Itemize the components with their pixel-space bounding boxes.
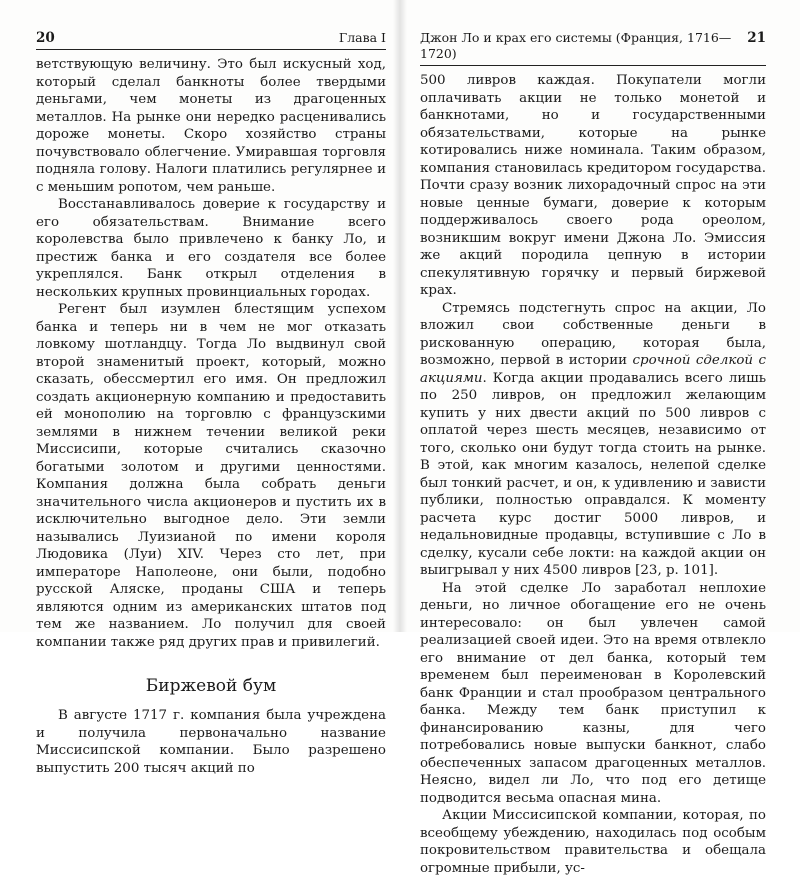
emphasized-term: срочной сделкой с акциями: [420, 353, 766, 386]
paragraph-text: . Когда акции продавались всего лишь по 250 ливров, он предложил желающим купить у них двести акций по 500 ливров с оплатой через шесть месяцев, независимо от того, сколько они будут тогда стоить на рынке. В этой, как многим казалось, нелепой сделке был тонкий расчет, и он, к удивлению и зависти публики, полностью оправдался. К моменту расчета курс достиг 5000 ливров, и недальновидные продавцы, вступившие с Ло в сделку, кусали себе локти: на каждой акции он выигрывал у них 4500 ливров [23, p. 101].: [420, 370, 766, 578]
paragraph: ветствующую величину. Это был искусный ход, который сделал банкноты более твердыми деньгами, чем монеты из драгоценных металлов. На рынке они нередко расценивались дороже монеты. Скоро хозяйство страны почувствовало облегчение. Умиравшая торговля подняла голову. Налоги платились регулярнее и с меньшим ропотом, чем раньше.: [36, 57, 386, 195]
left-page-header: [36, 30, 386, 50]
right-page-number: 21: [747, 30, 766, 46]
paragraph: Восстанавливалось доверие к государству и его обязательствам. Внимание всего королевства было привлечено к банку Ло, и престиж банка и его создателя все более укреплялся. Банк открыл отделения в нескольких крупных провинциальных городах.: [36, 197, 386, 300]
right-page-text: [420, 72, 766, 877]
paragraph: [420, 300, 766, 580]
left-page-text: [36, 56, 386, 777]
right-running-head: Джон Ло и крах его системы (Франция, 1716—1720): [420, 30, 732, 61]
paragraph-text: Стремясь подстегнуть спрос на акции, Ло вложил свои собственные деньги в рискованную операцию, которая была, возможно, первой в истории: [420, 300, 766, 368]
left-running-head: Глава I: [338, 30, 386, 45]
paragraph: На этой сделке Ло заработал неплохие деньги, но личное обогащение его не очень интересовало: он был увлечен самой реализацией своей идеи. Это на время отвлекло его внимание от дел банка, который тем временем был переименован в Королевский банк Франции и стал прообразом центрального банка. Между тем банк приступил к финансированию казны, для чего потребовались новые выпуски банкнот, слабо обеспеченных запасом драгоценных металлов. Неясно, видел ли Ло, что под его детище подводится весьма опасная мина.: [420, 580, 766, 806]
paragraph: Акции Миссисипской компании, которая, по всеобщему убеждению, находилась под особым покровительством правительства и обещала огромные прибыли, ус-: [420, 808, 766, 876]
left-page: [0, 0, 400, 776]
left-page-number: 20: [36, 30, 55, 46]
right-page-header: [420, 30, 766, 66]
section-title: Биржевой бум: [145, 676, 277, 696]
paragraph: 500 ливров каждая. Покупатели могли оплачивать акции не только монетой и банкнотами, но и государственными обязательствами, которые на рынке котировались ниже номинала. Таким образом, компания становилась кредитором государства. Почти сразу возник лихорадочный спрос на эти новые ценные бумаги, доверие к которым поддерживалось своего рода ореолом, возникшим вокруг имени Джона Ло. Эмиссия же акций породила цепную в истории спекулятивную горячку и первый биржевой крах.: [420, 73, 766, 298]
right-page: [400, 0, 800, 876]
paragraph: Регент был изумлен блестящим успехом банка и теперь ни в чем не мог отказать ловкому шотландцу. Тогда Ло выдвинул свой второй знаменитый проект, который, можно сказать, обессмертил его имя. Он предложил создать акционерную компанию и предоставить ей монополию на торговлю с французскими землями в нижнем течении великой реки Миссисипи, которые считались сказочно богатыми золотом и другими ценностями. Компания должна была собрать деньги значительного числа акционеров и пустить их в исключительно выгодное дело. Эти земли назывались Луизианой по имени короля Людовика (Луи) XIV. Через сто лет, при императоре Наполеоне, они были, подобно русской Аляске, проданы США и теперь являются одним из американских штатов под тем же названием. Ло получил для своей компании также ряд других прав и привилегий.: [36, 302, 386, 650]
paragraph: В августе 1717 г. компания была учреждена и получила первоначально название Миссисипской компании. Было разрешено выпустить 200 тысяч акций по: [36, 708, 386, 776]
